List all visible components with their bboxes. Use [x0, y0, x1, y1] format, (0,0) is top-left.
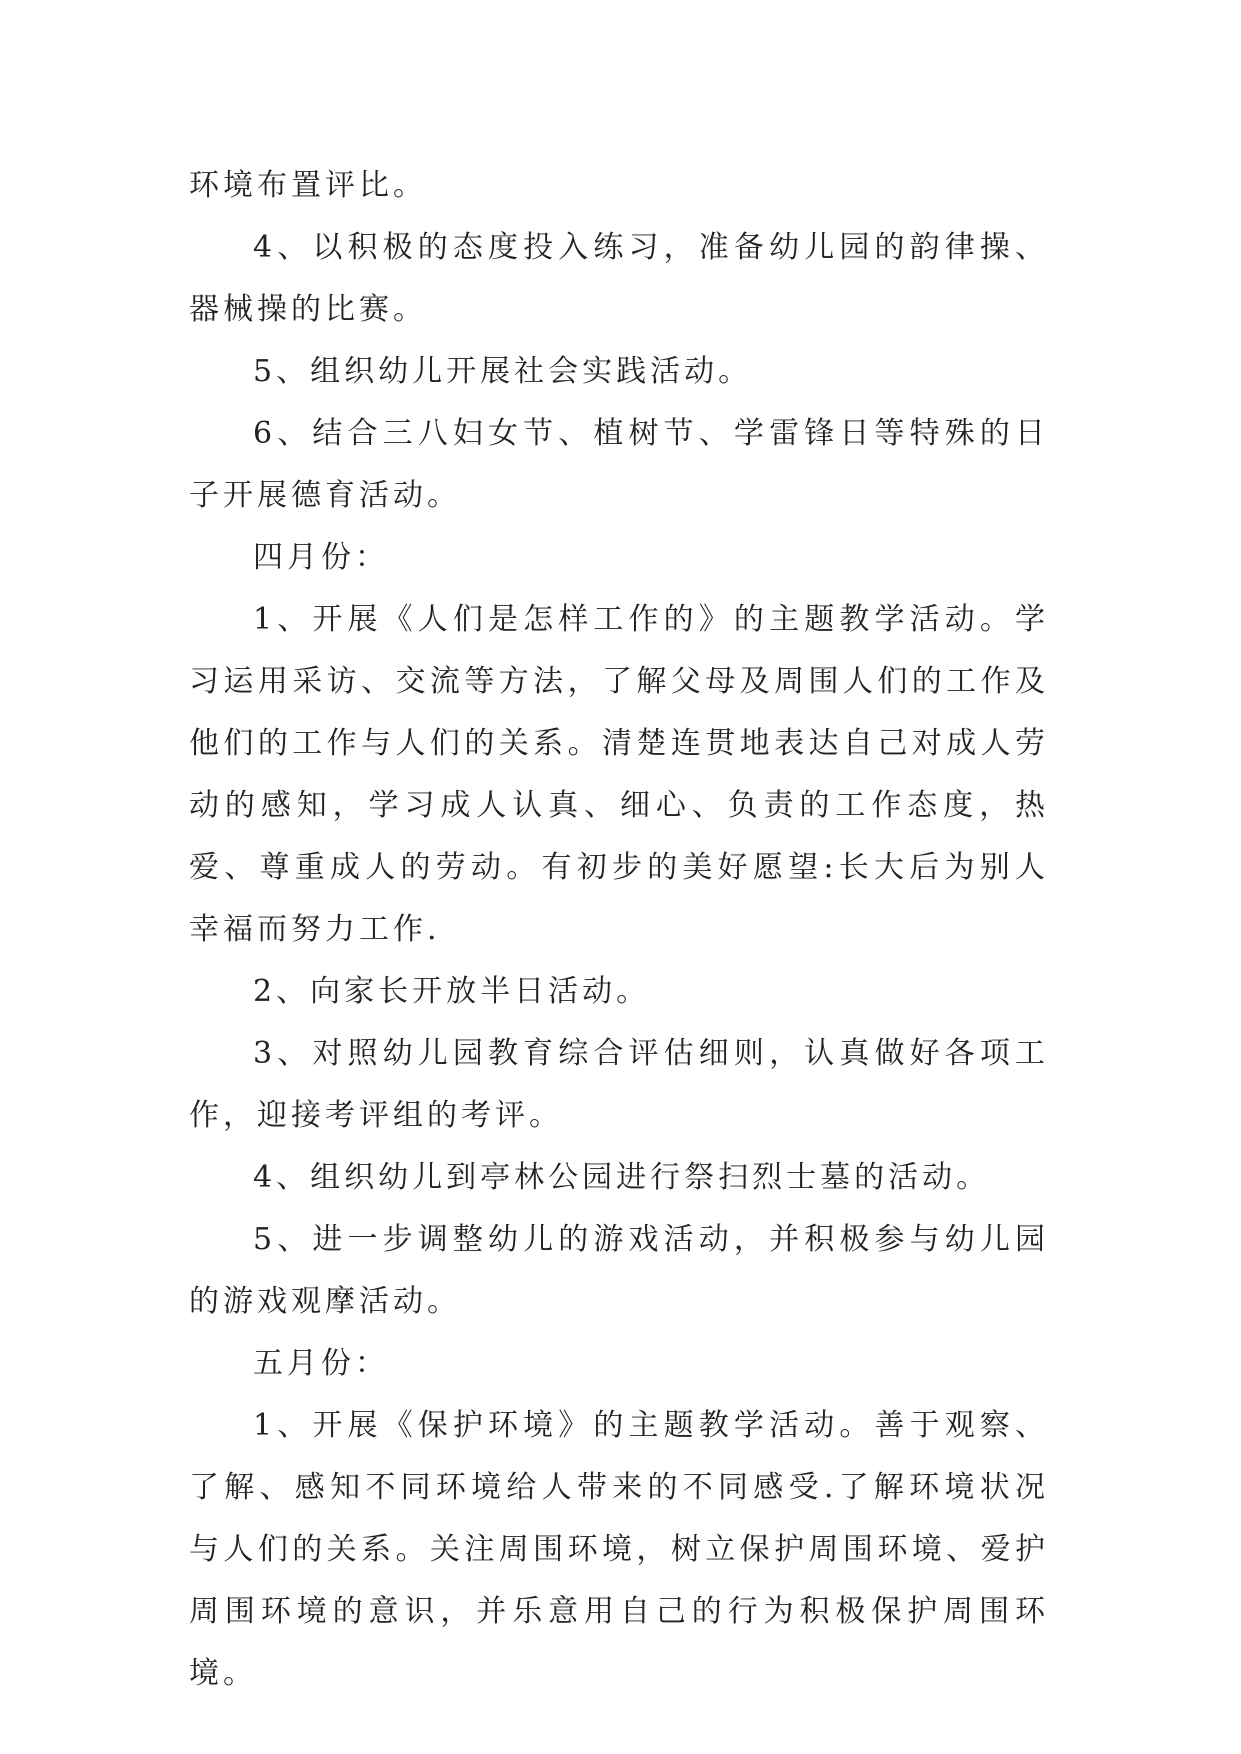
- paragraph-10: 5、进一步调整幼儿的游戏活动，并积极参与幼儿园的游戏观摩活动。: [189, 1222, 1049, 1319]
- paragraph-2: 4、以积极的态度投入练习，准备幼儿园的韵律操、器械操的比赛。: [189, 230, 1049, 327]
- document-body: [189, 155, 1049, 1705]
- paragraph-6: 1、开展《人们是怎样工作的》的主题教学活动。学习运用采访、交流等方法，了解父母及周围人们的工作及他们的工作与人们的关系。清楚连贯地表达自己对成人劳动的感知，学习成人认真、细心、负责的工作态度，热爱、尊重成人的劳动。有初步的美好愿望:长大后为别人幸福而努力工作.: [189, 602, 1049, 947]
- paragraph-12: 1、开展《保护环境》的主题教学活动。善于观察、了解、感知不同环境给人带来的不同感受.了解环境状况与人们的关系。关注周围环境，树立保护周围环境、爱护周围环境的意识，并乐意用自己的行为积极保护周围环境。: [189, 1408, 1049, 1691]
- paragraph-7: 2、向家长开放半日活动。: [253, 974, 651, 1009]
- section-heading-april: 四月份：: [253, 540, 389, 575]
- section-heading-may: 五月份：: [253, 1346, 389, 1381]
- paragraph-8: 3、对照幼儿园教育综合评估细则，认真做好各项工作，迎接考评组的考评。: [189, 1036, 1049, 1133]
- paragraph-9: 4、组织幼儿到亭林公园进行祭扫烈士墓的活动。: [253, 1160, 991, 1195]
- paragraph-4: 6、结合三八妇女节、植树节、学雷锋日等特殊的日子开展德育活动。: [189, 416, 1049, 513]
- paragraph-3: 5、组织幼儿开展社会实践活动。: [253, 354, 753, 389]
- paragraph-1: 环境布置评比。: [189, 168, 427, 203]
